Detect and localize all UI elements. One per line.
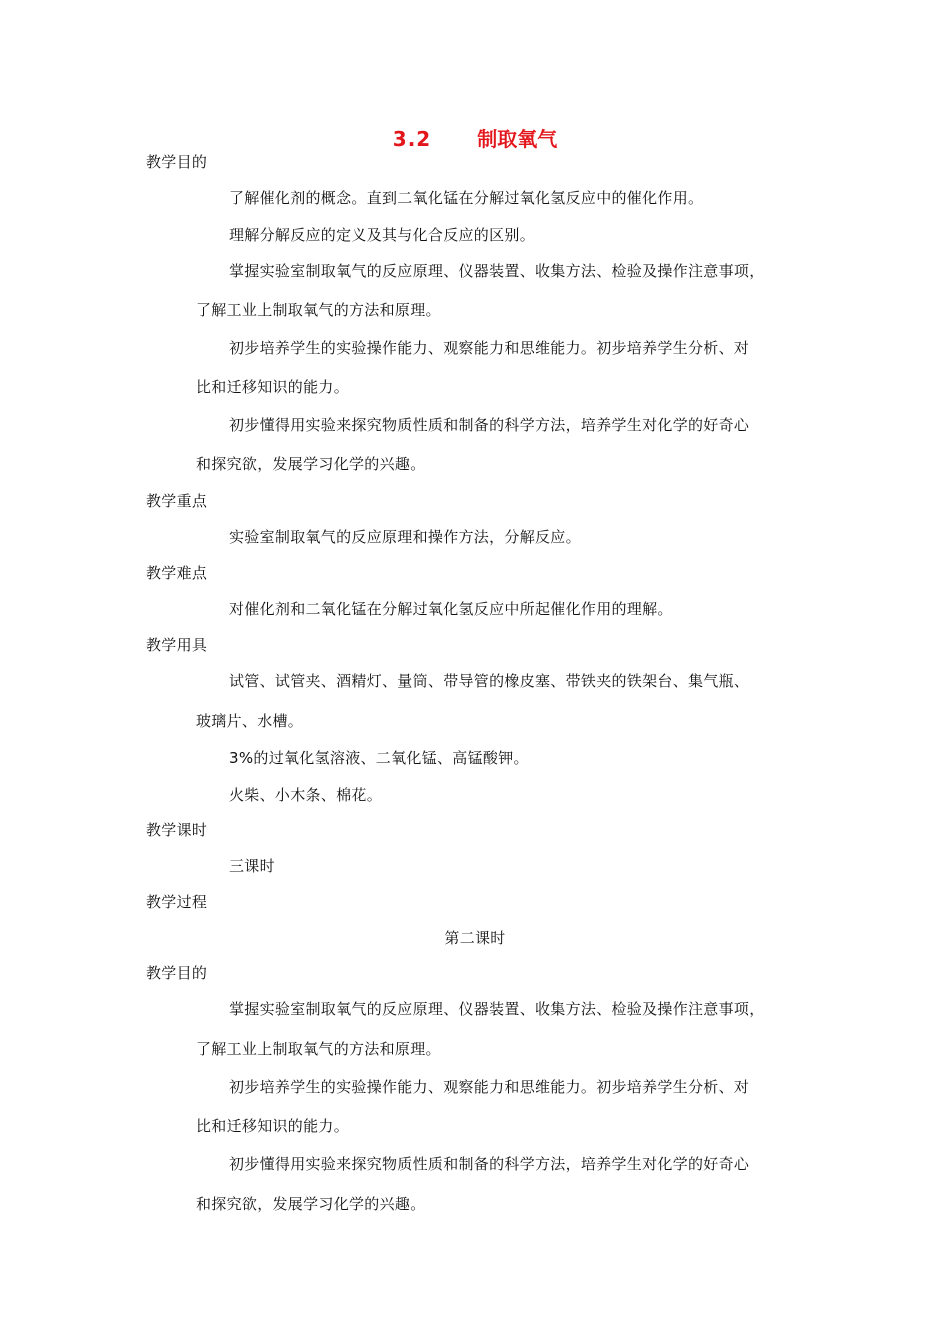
section-heading-teaching-goals-2: 教学目的 [146, 964, 208, 982]
goal-line: 掌握实验室制取氧气的反应原理、仪器装置、收集方法、检验及操作注意事项， [229, 262, 765, 280]
title-text: 制取氧气 [477, 127, 558, 151]
section-heading-teaching-tools: 教学用具 [146, 636, 208, 654]
goal-line-continued: 了解工业上制取氧气的方法和原理。 [196, 301, 441, 319]
title-number: 3.2 [392, 127, 432, 151]
section-heading-teaching-goals: 教学目的 [146, 153, 208, 171]
goal-line: 掌握实验室制取氧气的反应原理、仪器装置、收集方法、检验及操作注意事项， [229, 1000, 765, 1018]
section-heading-difficulties: 教学难点 [146, 564, 208, 582]
tools-line: 试管、试管夹、酒精灯、量筒、带导管的橡皮塞、带铁夹的铁架台、集气瓶、 [229, 672, 750, 690]
section-heading-key-points: 教学重点 [146, 492, 208, 510]
goal-line-continued: 和探究欲，发展学习化学的兴趣。 [196, 1195, 426, 1213]
goal-line-continued: 比和迁移知识的能力。 [196, 1117, 350, 1135]
page-title [0, 126, 950, 152]
goal-line-continued: 了解工业上制取氧气的方法和原理。 [196, 1040, 441, 1058]
goal-line: 初步培养学生的实验操作能力、观察能力和思维能力。初步培养学生分析、对 [229, 339, 750, 357]
key-point-line: 实验室制取氧气的反应原理和操作方法，分解反应。 [229, 528, 581, 546]
goal-line-continued: 比和迁移知识的能力。 [196, 378, 350, 396]
goal-line: 理解分解反应的定义及其与化合反应的区别。 [229, 226, 536, 244]
lesson-heading: 第二课时 [444, 929, 506, 947]
section-heading-teaching-process: 教学过程 [146, 893, 208, 911]
tools-line: 火柴、小木条、棉花。 [229, 786, 383, 804]
difficulty-line: 对催化剂和二氧化锰在分解过氧化氢反应中所起催化作用的理解。 [229, 600, 673, 618]
section-heading-class-hours: 教学课时 [146, 821, 208, 839]
goal-line: 了解催化剂的概念。直到二氧化锰在分解过氧化氢反应中的催化作用。 [229, 189, 704, 207]
goal-line: 初步培养学生的实验操作能力、观察能力和思维能力。初步培养学生分析、对 [229, 1078, 750, 1096]
class-hours-line: 三课时 [229, 857, 275, 875]
goal-line-continued: 和探究欲，发展学习化学的兴趣。 [196, 455, 426, 473]
goal-line: 初步懂得用实验来探究物质性质和制备的科学方法，培养学生对化学的好奇心 [229, 416, 750, 434]
goal-line: 初步懂得用实验来探究物质性质和制备的科学方法，培养学生对化学的好奇心 [229, 1155, 750, 1173]
tools-line-continued: 玻璃片、水槽。 [196, 712, 304, 730]
tools-line: 3%的过氧化氢溶液、二氧化锰、高锰酸钾。 [229, 749, 529, 767]
